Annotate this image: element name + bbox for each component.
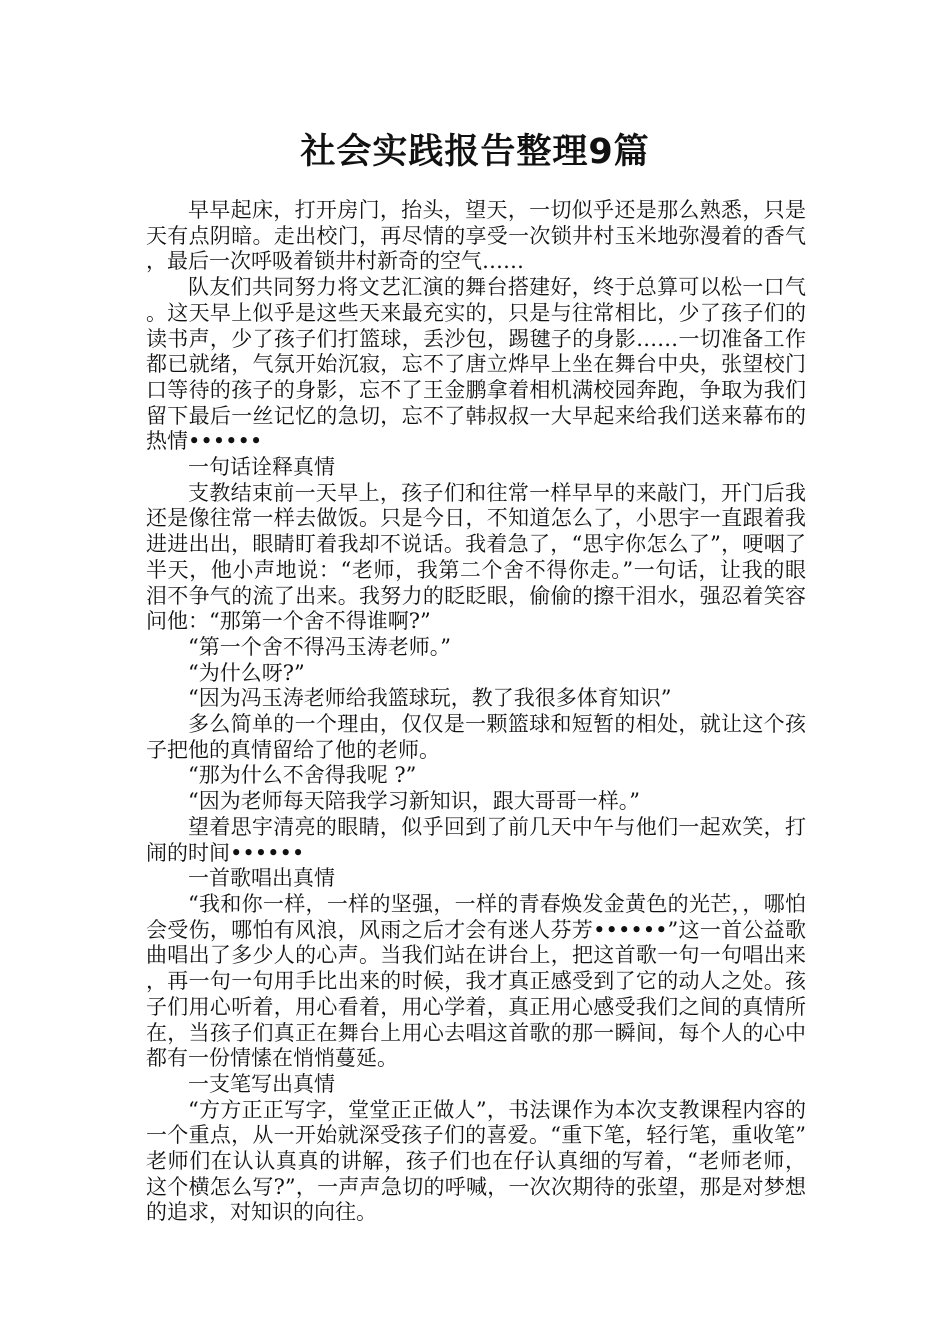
paragraph: “方方正正写字，堂堂正正做人”，书法课作为本次支教课程内容的一个重点，从一开始就深受孩子们的喜爱。“重下笔，轻行笔，重收笔”老师们在认认真真的讲解，孩子们也在仔认真细的写着，“老师老师，这个横怎么写?”，一声声急切的呼喊，一次次期待的张望，那是对梦想的追求，对知识的向往。 xyxy=(146,1097,806,1225)
paragraph: “我和你一样，一样的坚强，一样的青春焕发金黄色的光芒，，哪怕会受伤，哪怕有风浪，风雨之后才会有迷人芬芳••••••”这一首公益歌曲唱出了多少人的心声。当我们站在讲台上，把这首歌一句一句唱出来，再一句一句用手比出来的时候，我才真正感受到了它的动人之处。孩子们用心听着，用心看着，用心学着，真正用心感受我们之间的真情所在，当孩子们真正在舞台上用心去唱这首歌的那一瞬间，每个人的心中都有一份情愫在悄悄蔓延。 xyxy=(146,891,806,1071)
paragraph: 队友们共同努力将文艺汇演的舞台搭建好，终于总算可以松一口气。这天早上似乎是这些天来最充实的，只是与往常相比，少了孩子们的读书声，少了孩子们打篮球，丢沙包，踢毽子的身影……一切准备工作都已就绪，气氛开始沉寂，忘不了唐立烨早上坐在舞台中央，张望校门口等待的孩子的身影，忘不了王金鹏拿着相机满校园奔跑，争取为我们留下最后一丝记忆的急切，忘不了韩叔叔一大早起来给我们送来幕布的热情•••••• xyxy=(146,275,806,454)
dialogue-line: “那为什么不舍得我呢 ?” xyxy=(188,763,417,788)
document-body xyxy=(146,198,806,1226)
document-title: 社会实践报告整理9篇 xyxy=(300,132,650,172)
dialogue-line: “因为老师每天陪我学习新知识，跟大哥哥一样。” xyxy=(188,789,640,814)
paragraph: 望着思宇清亮的眼睛，似乎回到了前几天中午与他们一起欢笑，打闹的时间•••••• xyxy=(146,814,806,865)
paragraph: 支教结束前一天早上，孩子们和往常一样早早的来敲门，开门后我还是像往常一样去做饭。只是今日，不知道怎么了，小思宇一直跟着我进进出出，眼睛盯着我却不说话。我着急了，“思宇你怎么了”，哽咽了半天，他小声地说：“老师，我第二个舍不得你走。”一句话，让我的眼泪不争气的流了出来。我努力的眨眨眼，偷偷的擦干泪水，强忍着笑容问他：“那第一个舍不得谁啊?” xyxy=(146,480,806,634)
section-heading: 一支笔写出真情 xyxy=(188,1071,335,1096)
dialogue-line: “为什么呀?” xyxy=(188,660,305,685)
paragraph: 多么简单的一个理由，仅仅是一颗篮球和短暂的相处，就让这个孩子把他的真情留给了他的老师。 xyxy=(146,712,806,762)
dialogue-line: “第一个舍不得冯玉涛老师。” xyxy=(188,634,451,659)
dialogue-line: “因为冯玉涛老师给我篮球玩，教了我很多体育知识” xyxy=(188,686,672,711)
paragraph: 早早起床，打开房门，抬头，望天，一切似乎还是那么熟悉，只是天有点阴暗。走出校门，再尽情的享受一次锁井村玉米地弥漫着的香气，最后一次呼吸着锁井村新奇的空气…… xyxy=(146,198,806,274)
section-heading: 一句话诠释真情 xyxy=(188,455,335,480)
section-heading: 一首歌唱出真情 xyxy=(188,866,335,891)
